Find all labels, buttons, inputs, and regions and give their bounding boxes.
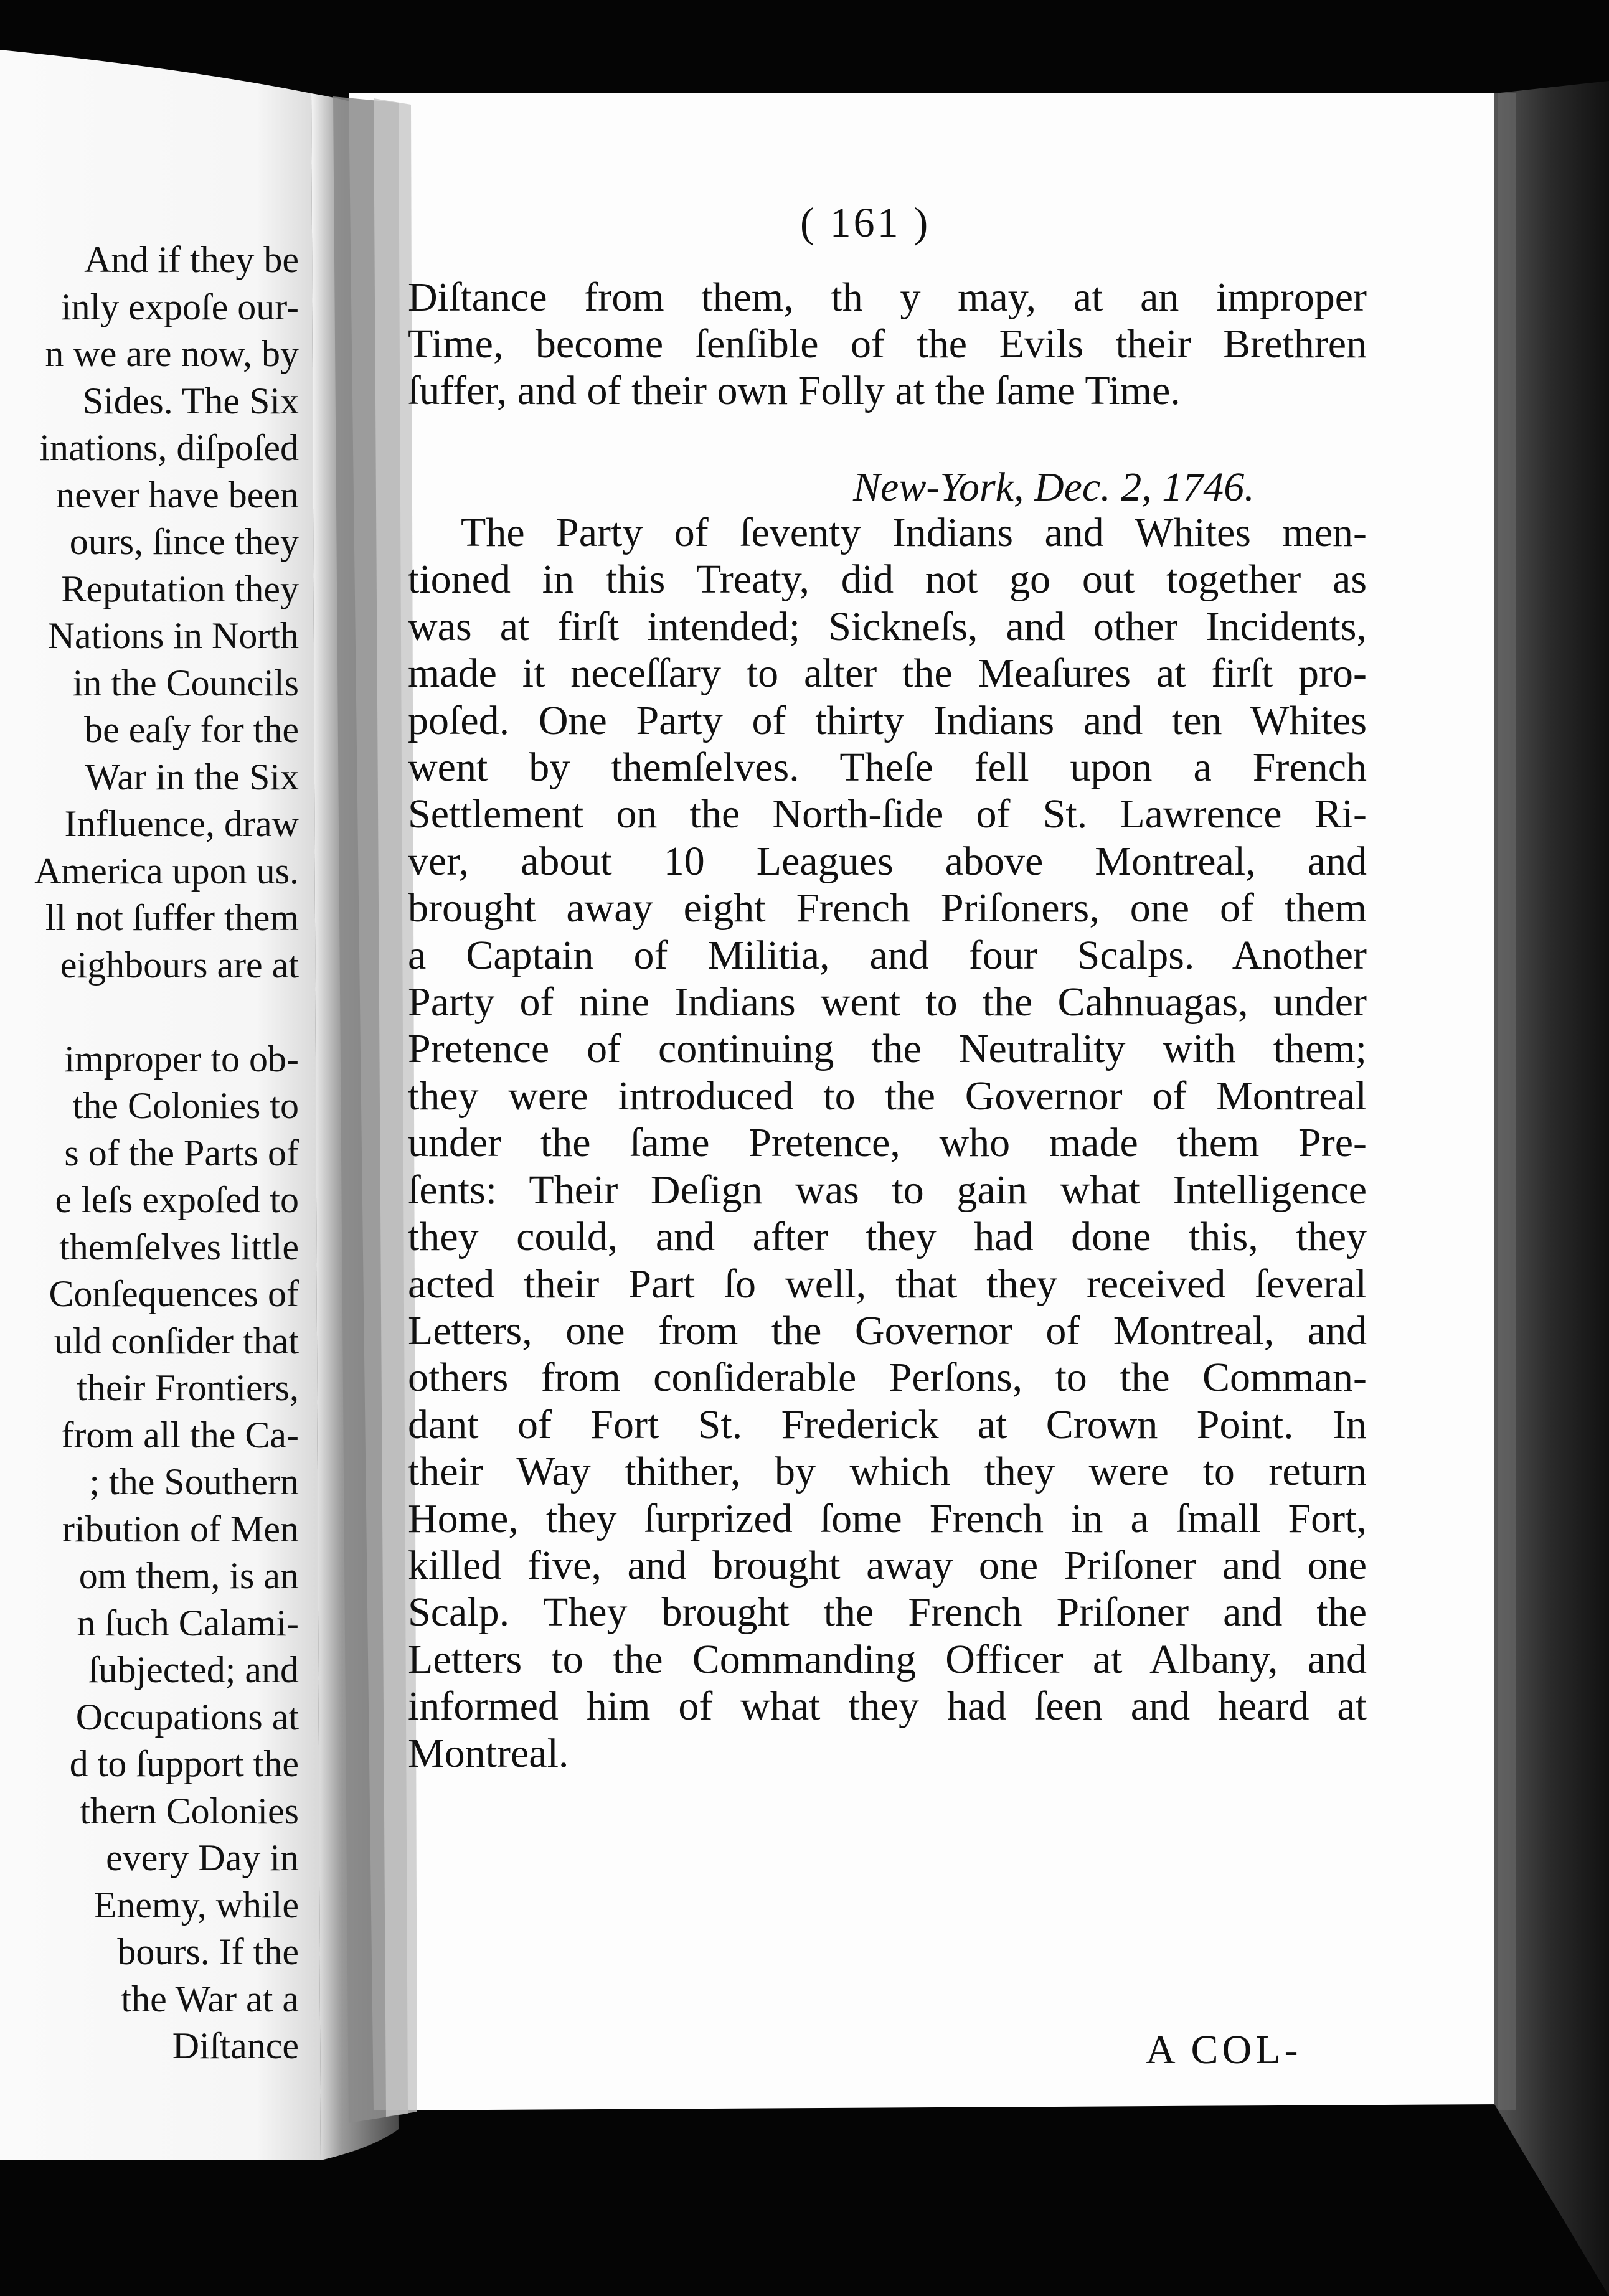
paragraph-continuation	[408, 274, 1367, 414]
text-line: Letters to the Commanding Officer at Albany, and	[408, 1636, 1367, 1682]
text-line: they were introduced to the Governor of Montreal	[408, 1073, 1367, 1119]
text-line: Pretence of continuing the Neutrality with them;	[408, 1026, 1367, 1072]
left-page-line: d to ſupport the	[69, 1743, 299, 1784]
left-page-line: the War at a	[121, 1978, 299, 2020]
paragraph-main	[408, 509, 1367, 1777]
left-page-line: in the Councils	[72, 662, 299, 703]
text-line: Party of nine Indians went to the Cahnuagas, under	[408, 979, 1367, 1025]
text-line: ver, about 10 Leagues above Montreal, and	[408, 838, 1367, 884]
text-line: informed him of what they had ſeen and heard at	[408, 1683, 1367, 1729]
text-line: went by themſelves. Theſe fell upon a French	[408, 745, 1367, 791]
text-line: made it neceſſary to alter the Meaſures at firſt pro-	[408, 651, 1367, 697]
left-page-line: s of the Parts of	[64, 1132, 299, 1174]
text-line: Letters, one from the Governor of Montreal, and	[408, 1307, 1367, 1353]
left-page-line: from all the Ca-	[61, 1414, 299, 1456]
text-line: dant of Fort St. Frederick at Crown Point. In	[408, 1401, 1367, 1447]
left-page-line: improper to ob-	[64, 1038, 299, 1080]
left-page-line: ribution of Men	[62, 1508, 299, 1550]
dateline: New-York, Dec. 2, 1746.	[853, 464, 1255, 510]
left-page-text	[0, 237, 299, 2117]
left-page-line: ſubjected; and	[88, 1649, 299, 1690]
text-line: a Captain of Militia, and four Scalps. Another	[408, 932, 1367, 978]
left-page-line: ll not ſuffer them	[45, 897, 299, 938]
left-page-line: inly expoſe our-	[60, 286, 299, 327]
text-line: was at firſt intended; Sickneſs, and other Incidents,	[408, 603, 1367, 649]
text-line: Home, they ſurprized ſome French in a ſmall Fort,	[408, 1495, 1367, 1541]
left-page-line: om them, is an	[78, 1555, 299, 1596]
left-page-line: Diſtance	[172, 2025, 299, 2066]
left-page-line: thern Colonies	[80, 1790, 299, 1832]
text-line: their Way thither, by which they were to return	[408, 1449, 1367, 1495]
text-line: acted their Part ſo well, that they received ſeveral	[408, 1261, 1367, 1307]
catchword: A COL-	[1146, 2027, 1302, 2073]
left-page-line: never have been	[56, 474, 299, 515]
text-line: poſed. One Party of thirty Indians and ten Whites	[408, 697, 1367, 743]
left-page-line: ours, ſince they	[69, 521, 299, 562]
text-line: ſuffer, and of their own Folly at the ſame Time.	[408, 368, 1181, 413]
left-page-line: War in the Six	[85, 756, 299, 797]
text-line: under the ſame Pretence, who made them Pre-	[408, 1120, 1367, 1166]
text-line: Diſtance from them, th y may, at an improper	[408, 275, 1367, 320]
left-page-line: ; the Southern	[89, 1461, 299, 1502]
text-line: tioned in this Treaty, did not go out together as	[408, 557, 1367, 603]
left-page-line: their Frontiers,	[77, 1367, 299, 1408]
left-page-line: every Day in	[106, 1837, 299, 1878]
text-line: killed five, and brought away one Priſoner and one	[408, 1542, 1367, 1588]
text-line: The Party of ſeventy Indians and Whites men-	[461, 510, 1367, 555]
text-line: Time, become ſenſible of the Evils their Brethren	[408, 321, 1367, 367]
text-line: ſents: Their Deſign was to gain what Intelligence	[408, 1167, 1367, 1213]
text-line: Montreal.	[408, 1730, 569, 1776]
left-page-line: e leſs expoſed to	[55, 1179, 299, 1220]
left-page-line: themſelves little	[59, 1226, 299, 1268]
left-page-line: Nations in North	[47, 615, 299, 656]
text-line: brought away eight French Priſoners, one of them	[408, 885, 1367, 931]
left-page-line: be eaſy for the	[84, 709, 299, 750]
left-page-line: And if they be	[84, 239, 299, 280]
left-page-line: eighbours are at	[60, 944, 299, 986]
left-page-line: bours. If the	[117, 1931, 299, 1972]
left-page-line: Sides. The Six	[82, 380, 299, 421]
left-page-line: n ſuch Calami-	[77, 1602, 299, 1644]
left-page-line: uld conſider that	[54, 1320, 299, 1362]
left-page-line: inations, diſpoſed	[39, 427, 299, 468]
left-page-line: Occupations at	[75, 1696, 299, 1738]
left-page-line: America upon us.	[34, 850, 299, 892]
left-page-line: n we are now, by	[45, 333, 299, 374]
left-page-line: Reputation they	[61, 568, 299, 609]
left-page-line: Conſequences of	[49, 1273, 299, 1314]
text-line: Scalp. They brought the French Priſoner and the	[408, 1589, 1367, 1635]
page-number: ( 161 )	[800, 199, 931, 246]
text-line: Settlement on the North-ſide of St. Lawrence Ri-	[408, 791, 1367, 837]
left-page-line: Enemy, while	[93, 1884, 299, 1926]
left-page-line: the Colonies to	[72, 1085, 299, 1126]
text-line: they could, and after they had done this, they	[408, 1214, 1367, 1260]
left-page-line: Influence, draw	[64, 803, 299, 844]
text-line: others from conſiderable Perſons, to the Comman-	[408, 1355, 1367, 1401]
